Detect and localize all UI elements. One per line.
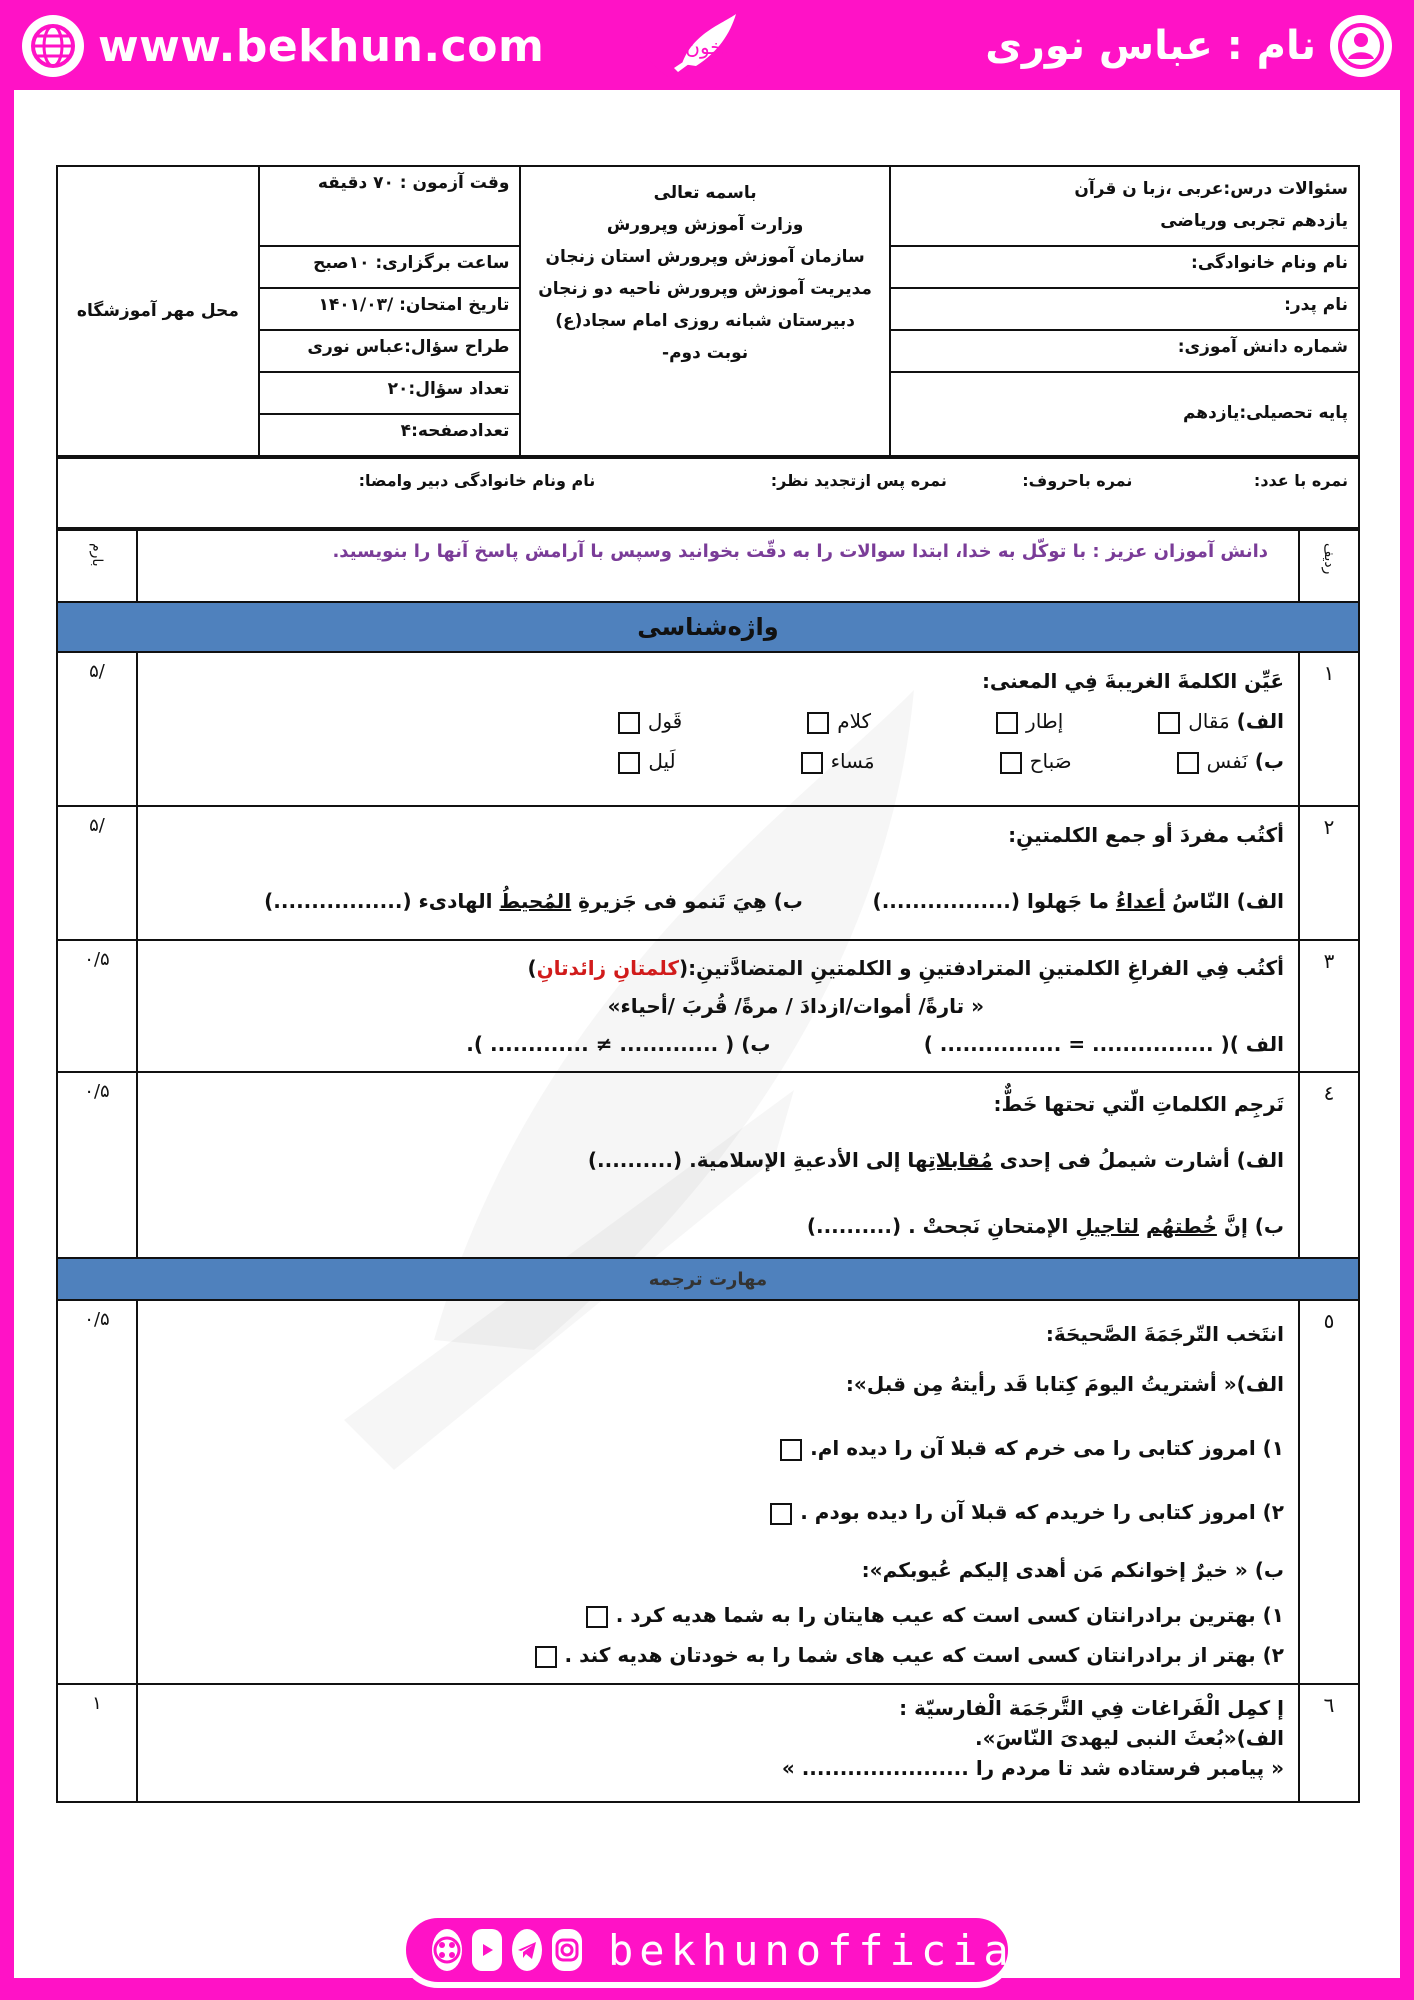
- exam-date: تاریخ امتحان: /۱۴۰۱/۰۳: [260, 289, 520, 331]
- question-count: تعداد سؤال:۲۰: [260, 373, 520, 415]
- question-number: ۲: [1299, 806, 1359, 940]
- grade-row: [57, 458, 1359, 528]
- q4-sentence-a: الف) أشارت شیملُ فی إحدی مُقابلاتِها إلی الأدعیةِ الإسلامیة. (..........): [587, 1148, 1284, 1172]
- grade-table: [56, 457, 1360, 529]
- bekhun-logo: [634, 0, 780, 88]
- author-name: نام : عباس نوری: [985, 23, 1316, 69]
- q1-row-a: الف) مَقال إطار کلام قَول: [152, 701, 1284, 741]
- father-name-field[interactable]: نام پدر:: [891, 289, 1358, 331]
- header-line-3: سازمان آموزش وپرورش استان زنجان: [545, 247, 865, 267]
- logo-text: بخون: [685, 35, 729, 59]
- question-title: عَیِّن الکلمةَ الغریبةَ فِي المعنی:: [981, 669, 1284, 693]
- q2-sentences: الف) النّاسُ أعداءُ ما جَهلوا (.................) ب) هِيَ تَنمو فی جَزیرةِ المُحیطُ الهادیء (.................): [264, 889, 1284, 913]
- score-header: بارم: [57, 530, 137, 602]
- question-score: /۵: [57, 806, 137, 940]
- grade-numeric-field[interactable]: نمره با عدد:: [1253, 471, 1348, 490]
- q6-sentence-a: الف)«بُعثَ النبی لیهدیَ النّاسَ».: [975, 1726, 1284, 1750]
- question-score: ۱: [57, 1684, 137, 1802]
- page-count: تعدادصفحه:۴: [400, 421, 510, 441]
- student-name-field[interactable]: نام ونام خانوادگی:: [891, 247, 1358, 289]
- question-title: أکتُب مفردَ أو جمع الکلمتینِ:: [1008, 823, 1284, 847]
- section-translation: مهارت ترجمه: [57, 1258, 1359, 1300]
- social-handle[interactable]: bekhunofficial: [608, 1925, 1047, 1975]
- question-score: ۰/۵: [57, 940, 137, 1072]
- question-number: ۱: [1299, 652, 1359, 806]
- checkbox[interactable]: [996, 712, 1018, 734]
- header-line-5: دبیرستان شبانه روزی امام سجاد(ع): [555, 311, 855, 331]
- question-score: /۵: [57, 652, 137, 806]
- question-number: ٥: [1299, 1300, 1359, 1684]
- question-title: انتَخب التّرجَمَةَ الصَّحیحَةَ:: [1045, 1322, 1284, 1346]
- subject-line2: یازدهم تجربی وریاضی: [1160, 211, 1348, 231]
- checkbox[interactable]: [1158, 712, 1180, 734]
- author-badge: [985, 14, 1392, 78]
- checkbox[interactable]: [1177, 752, 1199, 774]
- question-1: [137, 652, 1299, 806]
- social-bar: [400, 1912, 1047, 1988]
- questions-table: [56, 529, 1360, 1803]
- student-info: [890, 166, 1359, 456]
- question-4: [137, 1072, 1299, 1258]
- row-header: ردیف: [1299, 530, 1359, 602]
- user-icon: [1330, 15, 1392, 77]
- question-title: تَرجِم الکلماتِ الّتي تحتها خَطٌّ:: [993, 1092, 1284, 1116]
- header-line-6: نوبت دوم-: [662, 343, 749, 363]
- website-url[interactable]: www.bekhun.com: [98, 20, 545, 72]
- q5-option-a2[interactable]: ۲) امروز کتابی را خریدم که قبلا آن را دیده بودم .: [152, 1487, 1284, 1537]
- exam-duration: وقت آزمون : ۷۰ دقیقه: [260, 167, 520, 247]
- q5-sentence-a: الف)« أشتریتُ الیومَ کِتابا قَد رأیتهُ مِن قبل»:: [845, 1372, 1284, 1396]
- question-score: ۰/۵: [57, 1300, 137, 1684]
- q5-option-a1[interactable]: ۱) امروز کتابی را می خرم که قبلا آن را دیده ام.: [152, 1423, 1284, 1473]
- subject-line1: سئوالات درس:عربی ،زبا ن قرآن: [1074, 179, 1348, 199]
- school-seal: محل مهر آموزشگاه: [57, 166, 259, 456]
- q4-sentence-b: ب) إنَّ خُطتهُم لتاجیلِ الإمتحانِ نَجحتْ . (..........): [806, 1214, 1284, 1238]
- exam-sheet: [56, 165, 1360, 1803]
- question-title: أکتُب فِي الفراغِ الکلمتینِ المترادفتینِ و الکلمتینِ المتضادَّتینِ:(کلمتانِ زائدتانِ): [527, 956, 1284, 980]
- q3-blanks[interactable]: الف )( ................ = ................ ) ب) ( ............. ≠ ............. ).: [466, 1032, 1284, 1056]
- youtube-icon[interactable]: [472, 1929, 502, 1971]
- subject-cell: [891, 167, 1358, 247]
- question-5: [137, 1300, 1299, 1684]
- grade-review-field[interactable]: نمره پس ازتجدید نظر:: [770, 471, 947, 490]
- checkbox[interactable]: [618, 712, 640, 734]
- grade-level: پایه تحصیلی:یازدهم: [1182, 403, 1348, 423]
- exam-designer: طراح سؤال:عباس نوری: [260, 331, 520, 373]
- grade-letters-field[interactable]: نمره باحروف:: [1022, 471, 1133, 490]
- header-line-2: وزارت آموزش وپرورش: [606, 215, 804, 235]
- q6-translation[interactable]: « پیامبر فرستاده شد تا مردم را ...................... »: [781, 1756, 1284, 1780]
- aparat-icon[interactable]: [432, 1929, 462, 1971]
- header-line-4: مدیریت آموزش وپرورش ناحیه دو زنجان: [538, 279, 872, 299]
- checkbox[interactable]: [780, 1439, 802, 1461]
- checkbox[interactable]: [618, 752, 640, 774]
- teacher-signature-field[interactable]: نام ونام خانوادگی دبیر وامضا:: [358, 471, 596, 490]
- exam-meta: [259, 166, 521, 456]
- checkbox[interactable]: [1000, 752, 1022, 774]
- checkbox[interactable]: [586, 1606, 608, 1628]
- q5-option-b1[interactable]: ۱) بهترین برادرانتان کسی است که عیب هایتان را به شما هدیه کرد .: [152, 1595, 1284, 1635]
- header-center: [520, 166, 889, 456]
- q5-sentence-b: ب) « خیرٌ إخوانکم مَن أهدی إلیکم عُیوبکم»:: [861, 1558, 1284, 1582]
- telegram-icon[interactable]: [512, 1929, 542, 1971]
- question-score: ۰/۵: [57, 1072, 137, 1258]
- question-title: إ کمِل الْفَراغات فِي التَّرجَمَة الْفارسیّة :: [899, 1696, 1284, 1720]
- section-vocab: واژه‌شناسی: [57, 602, 1359, 652]
- question-6: [137, 1684, 1299, 1802]
- question-number: ٦: [1299, 1684, 1359, 1802]
- instagram-icon[interactable]: [552, 1929, 582, 1971]
- checkbox[interactable]: [535, 1646, 557, 1668]
- question-3: [137, 940, 1299, 1072]
- checkbox[interactable]: [770, 1503, 792, 1525]
- header-line-1: باسمه تعالی: [653, 183, 757, 203]
- question-2: [137, 806, 1299, 940]
- header-table: [56, 165, 1360, 457]
- checkbox[interactable]: [801, 752, 823, 774]
- q5-option-b2[interactable]: ۲) بهتر از برادرانتان کسی است که عیب های شما را به خودتان هدیه کند .: [152, 1635, 1284, 1675]
- top-banner: [0, 0, 1414, 90]
- question-number: ۳: [1299, 940, 1359, 1072]
- q1-row-b: ب) نَفس صَباح مَساء لَیل: [152, 741, 1284, 781]
- intro-instructions: دانش آموزان عزیز : با توکّل به خدا، ابتدا سوالات را به دقّت بخوانید وسپس با آرامش پاسخ آنها را بنویسید.: [137, 530, 1299, 602]
- exam-hour: ساعت برگزاری: ۱۰صبح: [260, 247, 520, 289]
- checkbox[interactable]: [807, 712, 829, 734]
- globe-icon: [22, 15, 84, 77]
- q3-word-bank: « تارةً/ أموات/ازدادَ / مرةً/ قُربَ /أحیاء»: [607, 994, 984, 1018]
- question-number: ٤: [1299, 1072, 1359, 1258]
- website-badge[interactable]: [22, 14, 544, 78]
- student-number-field[interactable]: شماره دانش آموزی:: [891, 331, 1358, 373]
